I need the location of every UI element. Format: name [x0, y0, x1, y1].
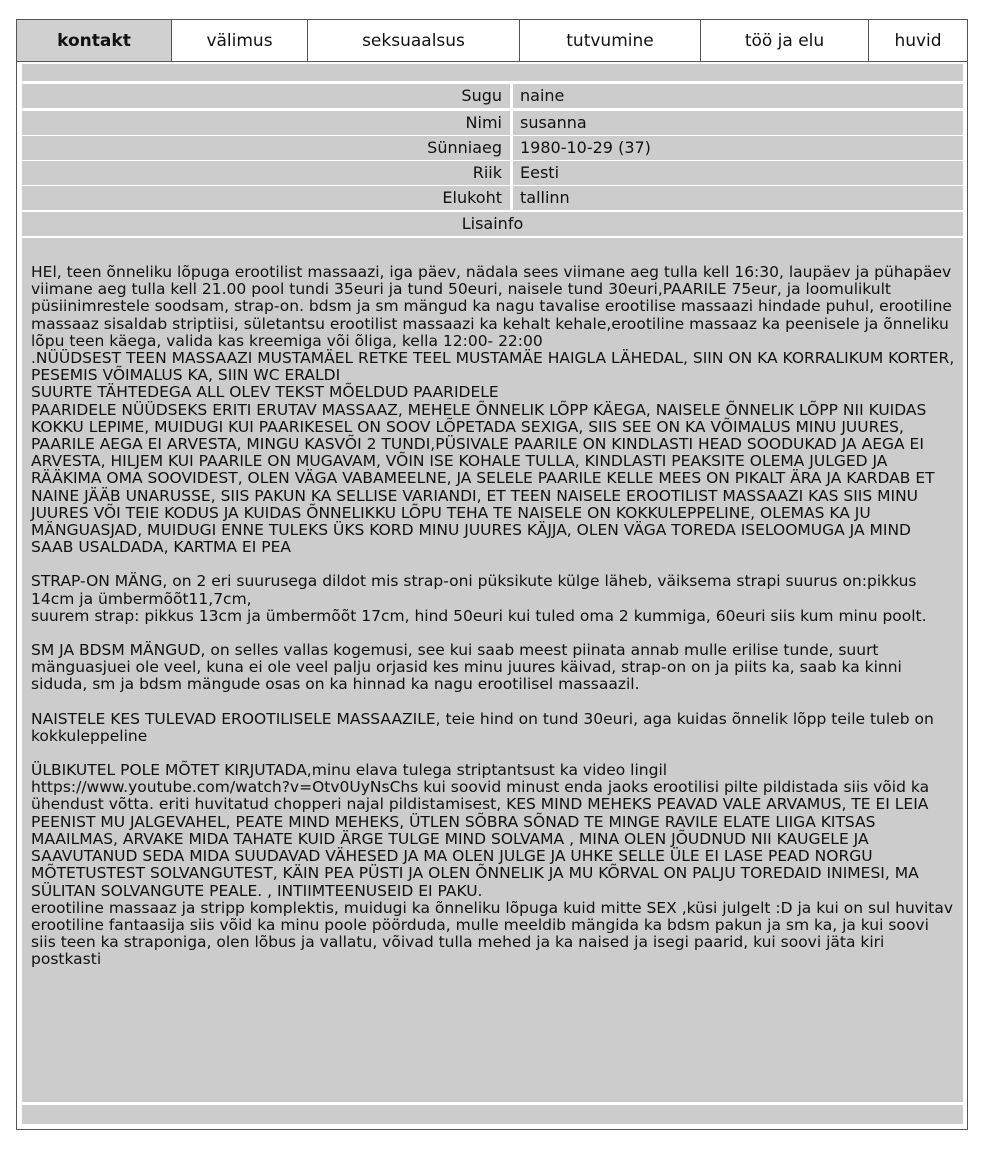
info-row-birthdate: [22, 136, 963, 160]
birthdate-label: Sünniaeg: [22, 136, 510, 160]
tab-kontakt[interactable]: kontakt: [17, 20, 172, 61]
description-paragraph: NAISTELE KES TULEVAD EROOTILISELE MASSAAZILE, teie hind on tund 30euri, aga kuidas õnnelik lõpp teile tuleb on kokkuleppeline: [31, 709, 934, 745]
country-value: Eesti: [513, 161, 963, 185]
tab-tutvumine[interactable]: tutvumine: [520, 20, 701, 61]
residence-label: Elukoht: [22, 186, 510, 210]
info-row-residence: [22, 186, 963, 210]
profile-frame: [16, 19, 968, 1130]
name-label: Nimi: [22, 111, 510, 135]
country-label: Riik: [22, 161, 510, 185]
birthdate-value: 1980-10-29 (37): [513, 136, 963, 160]
profile-description: [22, 238, 963, 1102]
info-row-gender: [22, 84, 963, 108]
gender-value: naine: [513, 84, 963, 108]
tab-valimus[interactable]: välimus: [172, 20, 308, 61]
description-paragraph: HEl, teen õnneliku lõpuga erootilist massaazi, iga päev, nädala sees viimane aeg tulla kell 16:30, laupäev ja pühapäev viimane aeg tulla kell 21.00 pool tundi 35euri ja tund 50euri, naisele tund 30euri,PAARILE 75eur, ja loomulikult püsiinimrestele soodsam, strap-on. bdsm ja sm mängud ka nagu tavalise erootilise massaazi hindade puhul, erootiline massaaz sisaldab striptiisi, sületantsu erootilist massaazi ka kehalt kehale,erootiline massaaz ka peenisele ja õnneliku lõpu teen käega, valida kas kreemiga või õliga, kella 12:00- 22:00 .NÜÜDSEST TEEN MASSAAZI MUSTAMÄEL RETKE TEEL MUSTAMÄE HAIGLA LÄHEDAL, SIIN ON KA KORRALIKUM KORTER, PESEMIS VÕIMALUS KA, SIIN WC ERALDI SUURTE TÄHTEDEGA ALL OLEV TEKST MÕELDUD PAARIDELE PAARIDELE NÜÜDSEKS ERITI ERUTAV MASSAAZ, MEHELE ÕNNELIK LÕPP KÄEGA, NAISELE ÕNNELIK LÕPP NII KUIDAS KOKKU LEPIME, MUIDUGI KUI PAARIKESEL ON SOOV LÕPETADA SEXIGA, SIIS SEE ON KA VÕIMALUS MINU JUURES, PAARILE AEGA EI ARVESTA, MINGU KASVÕI 2 TUNDI,PÜSIVALE PAARILE ON KINDLASTI HEAD SOODUKAD JA AEGA EI ARVESTA, HILJEM KUI PAARILE ON MUGAVAM, VÕIN ISE KOHALE TULLA, KINDLASTI PEAKSITE OLEMA JULGED JA RÄÄKIMA OMA SOOVIDEST, OLEN VÄGA VABAMEELNE, JA SELELE PAARILE KELLE MEES ON PIKALT ÄRA JA KARDAB ET NAINE JÄÄB UNARUSSE, SIIS PAKUN KA SELLISE VARIANDI, ET TEEN NAISELE EROOTILIST MASSAAZI KAS SIIS MINU JUURES VÕI TEIE KODUS JA KUIDAS ÕNNELIKKU LÕPU TEHA TE NAISELE ON KOKKULEPPELINE, OLEMAS KA JU MÄNGUASJAD, MUIDUGI ENNE TULEKS ÜKS KORD MINU JUURES KÄJJA, OLEN VÄGA TOREDA ISELOOMUGA JA MIND SAAB USALDADA, KARTMA EI PEA: [31, 263, 955, 557]
tab-huvid[interactable]: huvid: [894, 30, 942, 51]
top-spacer-bar: [22, 64, 963, 81]
tab-seksuaalsus[interactable]: seksuaalsus: [308, 20, 520, 61]
name-value: susanna: [513, 111, 963, 135]
description-paragraph: STRAP-ON MÄNG, on 2 eri suurusega dildot mis strap-oni püksikute külge läheb, väiksema strapi suurus on:pikkus 14cm ja ümbermõõt11,7cm, suurem strap: pikkus 13cm ja ümbermõõt 17cm, hind 50euri kui tuled oma 2 kummiga, 60euri siis kum minu poolt.: [31, 572, 927, 625]
tab-bar: [17, 20, 967, 62]
info-row-country: [22, 161, 963, 185]
description-paragraph: ÜLBIKUTEL POLE MÕTET KIRJUTADA,minu elava tulega striptantsust ka video lingil https://www.youtube.com/watch?v=Otv0UyNsChs kui soovid minust enda jaoks erootilisi pilte pildistada siis võid ka ühendust võtta. eriti huvitatud chopperi najal pildistamisest, KES MIND MEHEKS PEAVAD VALE ARVAMUS, TE EI LEIA PEENIST MU JALGEVAHEL, PEATE MIND MEHEKS, ÜTLEN SÕBRA SÕNAD TE MINGE RAVILE ELATE LIIGA KITSAS MAAILMAS, ARVAKE MIDA TAHATE KUID ÄRGE TULGE MIND SOLVAMA , MINA OLEN JÕUDNUD NII KAUGELE JA SAAVUTANUD SEDA MIDA SUUDAVAD VÄHESED JA MA OLEN JULGE JA UHKE SELLE ÜLE EI LASE PEAD NORGU MÕTETUSTEST SOLVANGUTEST, KÄIN PEA PÜSTI JA OLEN ÕNNELIK JA MU KÕRVAL ON PALJU TOREDAID INIMESI, MA SÜLITAN SOLVANGUTE PEALE. , INTIIMTEENUSEID EI PAKU. erootiline massaaz ja stripp komplektis, muidugi ka õnneliku lõpuga kuid mitte SEX ,küsi julgelt :D ja kui on sul huvitav erootiline fantaasija siis võid ka minu poole pöörduda, mulle meeldib mängida ka bdsm pakun ja sm ka, ja kui soovi siis teen ka straponiga, olen lõbus ja vallatu, võivad tulla mehed ja ka naised ja isegi paarid, kui soovi jäta kiri postkasti: [31, 761, 954, 969]
extra-info-heading: Lisainfo: [22, 212, 963, 236]
bottom-spacer-bar: [22, 1105, 963, 1124]
description-paragraph: SM JA BDSM MÄNGUD, on selles vallas kogemusi, see kui saab meest piinata annab mulle erilise tunde, suurt mänguasjuei ole veel, kuna ei ole veel palju orjasid kes minu juures käivad, strap-on on ja piits ka, saab ka kinni siduda, sm ja bdsm mängude osas on ka hinnad ka nagu erootilisel massaazil.: [31, 641, 902, 694]
tab-too-ja-elu[interactable]: töö ja elu: [701, 20, 869, 61]
residence-value: tallinn: [513, 186, 963, 210]
gender-label: Sugu: [22, 84, 510, 108]
info-row-name: [22, 111, 963, 135]
